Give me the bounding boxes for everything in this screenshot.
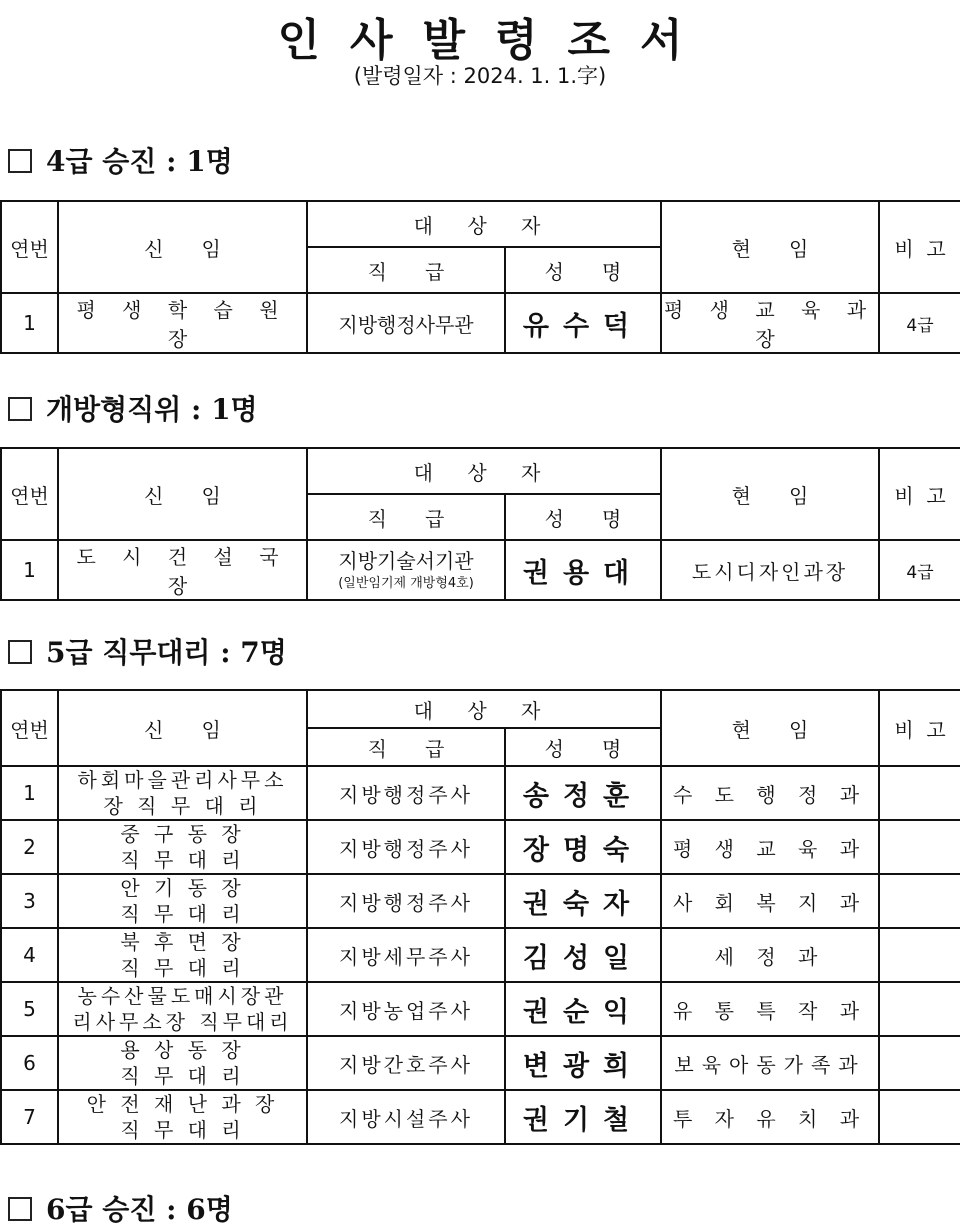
checkbox-square-icon	[8, 149, 32, 173]
row-new-post	[58, 1036, 307, 1090]
row-name: 권숙자	[505, 874, 661, 928]
document-title: 인사발령조서	[277, 15, 713, 66]
row-name: 권용대	[505, 540, 661, 600]
row-remark	[879, 1036, 960, 1090]
col-header-current: 현 임	[661, 448, 879, 540]
section-heading: 4급 승진 : 1명	[8, 140, 233, 180]
row-current: 유 통 특 작 과	[661, 982, 879, 1036]
row-new-post-line2: 직 무 대 리	[120, 902, 245, 926]
row-current: 세 정 과	[661, 928, 879, 982]
row-new-post-line1: 하회마을관리사무소	[77, 768, 288, 792]
row-name: 김성일	[505, 928, 661, 982]
row-grade: 지방세무주사	[307, 928, 505, 982]
col-header-no: 연번	[1, 201, 58, 293]
row-name: 장명숙	[505, 820, 661, 874]
col-header-name: 성 명	[505, 247, 661, 293]
row-new-post	[58, 874, 307, 928]
col-header-target: 대 상 자	[307, 448, 661, 494]
col-header-new-post: 신 임	[58, 448, 307, 540]
row-remark: 4급	[879, 540, 960, 600]
row-remark	[879, 1090, 960, 1144]
row-no: 3	[1, 874, 58, 928]
row-name: 송정훈	[505, 766, 661, 820]
row-remark	[879, 928, 960, 982]
checkbox-square-icon	[8, 640, 32, 664]
row-remark	[879, 766, 960, 820]
row-new-post-line1: 안 전 재 난 과 장	[86, 1092, 279, 1116]
col-header-no: 연번	[1, 448, 58, 540]
row-name: 변광희	[505, 1036, 661, 1090]
row-no: 6	[1, 1036, 58, 1090]
row-grade: 지방행정사무관	[307, 293, 505, 353]
row-remark	[879, 820, 960, 874]
col-header-remark: 비 고	[879, 448, 960, 540]
row-new-post	[58, 928, 307, 982]
table-row	[1, 982, 960, 1036]
row-new-post-line2: 직 무 대 리	[120, 848, 245, 872]
personnel-table	[0, 200, 960, 354]
row-new-post-line1: 안 기 동 장	[120, 876, 245, 900]
row-new-post-line2: 직 무 대 리	[120, 1064, 245, 1088]
personnel-table	[0, 689, 960, 1145]
row-grade-cell	[307, 540, 505, 600]
table-row	[1, 874, 960, 928]
col-header-current: 현 임	[661, 201, 879, 293]
row-remark	[879, 874, 960, 928]
row-remark: 4급	[879, 293, 960, 353]
row-grade: 지방기술서기관	[338, 548, 474, 573]
row-new-post-line1: 북 후 면 장	[120, 930, 245, 954]
col-header-remark: 비 고	[879, 690, 960, 766]
row-current: 보육아동가족과	[661, 1036, 879, 1090]
checkbox-square-icon	[8, 397, 32, 421]
document-subtitle: (발령일자 : 2024. 1. 1.字)	[353, 64, 607, 88]
row-no: 4	[1, 928, 58, 982]
col-header-target: 대 상 자	[307, 201, 661, 247]
row-current: 사 회 복 지 과	[661, 874, 879, 928]
row-no: 1	[1, 766, 58, 820]
col-header-grade: 직 급	[307, 728, 505, 766]
row-grade: 지방농업주사	[307, 982, 505, 1036]
row-name: 권기철	[505, 1090, 661, 1144]
table-row	[1, 540, 960, 600]
row-grade: 지방간호주사	[307, 1036, 505, 1090]
row-new-post	[58, 1090, 307, 1144]
row-grade: 지방행정주사	[307, 820, 505, 874]
row-current: 수 도 행 정 과	[661, 766, 879, 820]
table-row	[1, 1036, 960, 1090]
row-grade: 지방행정주사	[307, 766, 505, 820]
row-grade: 지방행정주사	[307, 874, 505, 928]
col-header-name: 성 명	[505, 494, 661, 540]
row-new-post-line1: 농수산물도매시장관	[77, 984, 288, 1008]
row-no: 1	[1, 540, 58, 600]
row-new-post-line1: 용 상 동 장	[120, 1038, 245, 1062]
table-row	[1, 293, 960, 353]
section-heading: 5급 직무대리 : 7명	[8, 631, 287, 671]
row-new-post	[58, 982, 307, 1036]
col-header-name: 성 명	[505, 728, 661, 766]
table-row	[1, 820, 960, 874]
row-current: 도시디자인과장	[661, 540, 879, 600]
col-header-new-post: 신 임	[58, 201, 307, 293]
personnel-table	[0, 447, 960, 601]
col-header-no: 연번	[1, 690, 58, 766]
row-current: 평 생 교 육 과	[661, 820, 879, 874]
row-remark	[879, 982, 960, 1036]
row-new-post: 도 시 건 설 국 장	[58, 540, 307, 600]
col-header-grade: 직 급	[307, 494, 505, 540]
col-header-current: 현 임	[661, 690, 879, 766]
row-new-post	[58, 766, 307, 820]
row-current: 투 자 유 치 과	[661, 1090, 879, 1144]
section-heading: 개방형직위 : 1명	[8, 388, 258, 428]
row-new-post-line2: 장 직 무 대 리	[103, 794, 262, 818]
table-row	[1, 928, 960, 982]
row-new-post-line2: 직 무 대 리	[120, 1118, 245, 1142]
section-heading: 6급 승진 : 6명	[8, 1188, 233, 1228]
row-new-post-line2: 리사무소장 직무대리	[72, 1010, 293, 1034]
row-new-post	[58, 820, 307, 874]
row-no: 2	[1, 820, 58, 874]
row-new-post-line1: 중 구 동 장	[120, 822, 245, 846]
row-no: 5	[1, 982, 58, 1036]
table-row	[1, 1090, 960, 1144]
col-header-target: 대 상 자	[307, 690, 661, 728]
row-name: 유수덕	[505, 293, 661, 353]
row-grade: 지방시설주사	[307, 1090, 505, 1144]
row-new-post-line2: 직 무 대 리	[120, 956, 245, 980]
row-new-post: 평 생 학 습 원 장	[58, 293, 307, 353]
row-no: 1	[1, 293, 58, 353]
table-row	[1, 766, 960, 820]
col-header-new-post: 신 임	[58, 690, 307, 766]
row-grade-note: (일반임기제 개방형4호)	[338, 575, 474, 591]
col-header-remark: 비 고	[879, 201, 960, 293]
col-header-grade: 직 급	[307, 247, 505, 293]
checkbox-square-icon	[8, 1197, 32, 1221]
row-current: 평 생 교 육 과 장	[661, 293, 879, 353]
row-name: 권순익	[505, 982, 661, 1036]
row-no: 7	[1, 1090, 58, 1144]
